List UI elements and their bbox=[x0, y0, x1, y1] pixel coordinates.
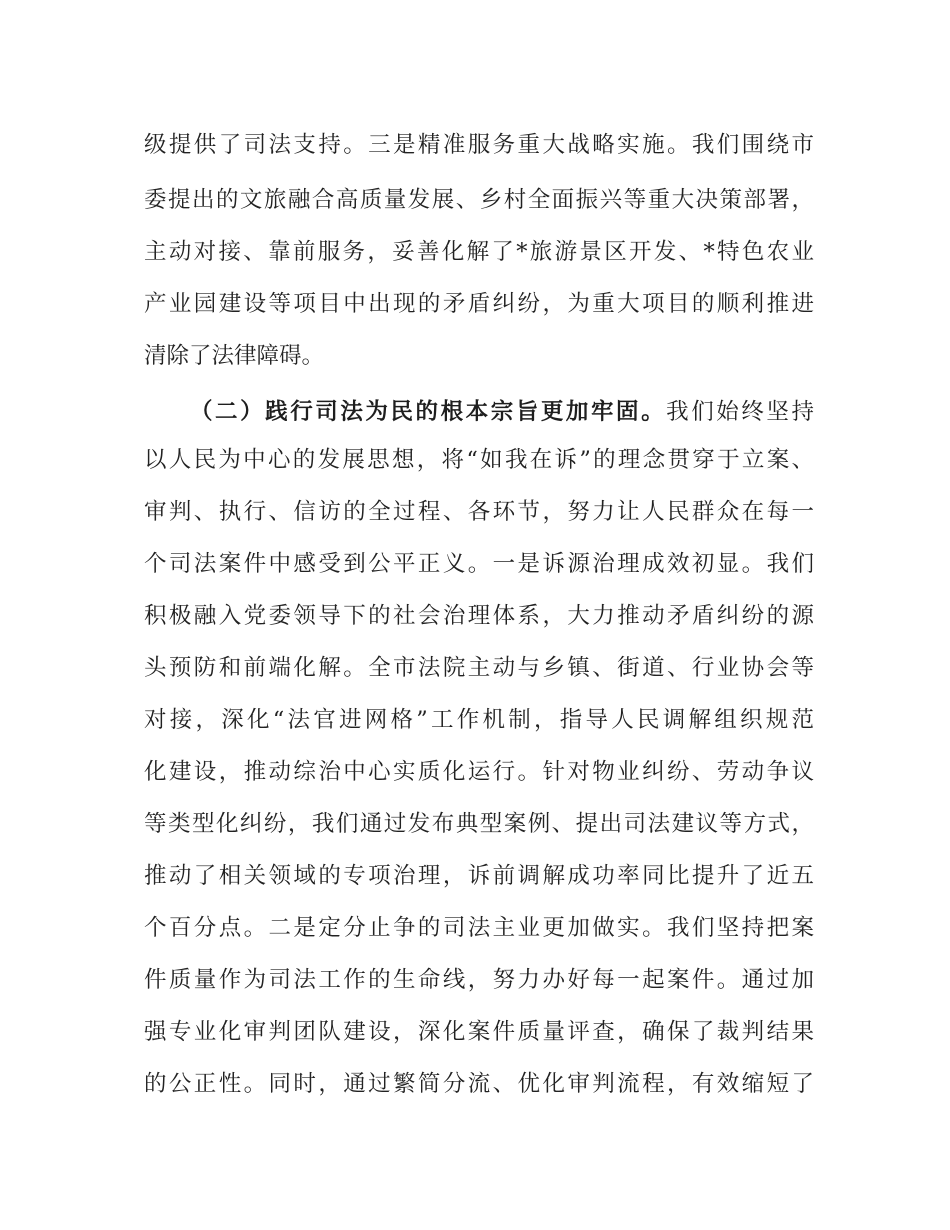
text-line: 推动了相关领域的专项治理，诉前调解成功率同比提升了近五 bbox=[144, 863, 814, 889]
text-line: 强专业化审判团队建设，深化案件质量评查，确保了裁判结果 bbox=[144, 1019, 814, 1045]
text-line: 以人民为中心的发展思想，将“如我在诉”的理念贯穿于立案、 bbox=[144, 447, 814, 473]
text-line: 个司法案件中感受到公平正义。一是诉源治理成效初显。我们 bbox=[144, 551, 814, 577]
text-line: 产业园建设等项目中出现的矛盾纠纷，为重大项目的顺利推进 bbox=[144, 291, 814, 317]
text-line: 清除了法律障碍。 bbox=[144, 343, 325, 369]
text-line: 委提出的文旅融合高质量发展、乡村全面振兴等重大决策部署， bbox=[144, 187, 814, 213]
section-heading: （二）践行司法为民的根本宗旨更加牢固。 bbox=[190, 399, 667, 425]
text-line: 审判、执行、信访的全过程、各环节，努力让人民群众在每一 bbox=[144, 499, 814, 525]
text-line: 件质量作为司法工作的生命线，努力办好每一起案件。通过加 bbox=[144, 967, 814, 993]
text-line: 头预防和前端化解。全市法院主动与乡镇、街道、行业协会等 bbox=[144, 655, 814, 681]
text-line: 级提供了司法支持。三是精准服务重大战略实施。我们围绕市 bbox=[144, 132, 814, 158]
text-line: 化建设，推动综治中心实质化运行。针对物业纠纷、劳动争议 bbox=[144, 759, 814, 785]
text-line: 的公正性。同时，通过繁简分流、优化审判流程，有效缩短了 bbox=[144, 1071, 814, 1097]
paragraph-first-line bbox=[190, 392, 814, 432]
text-line: 对接，深化“法官进网格”工作机制，指导人民调解组织规范 bbox=[144, 707, 814, 733]
text-line: 个百分点。二是定分止争的司法主业更加做实。我们坚持把案 bbox=[144, 915, 814, 941]
text-line: 等类型化纠纷，我们通过发布典型案例、提出司法建议等方式， bbox=[144, 811, 814, 837]
heading-continuation: 我们始终坚持 bbox=[666, 399, 814, 425]
text-line: 主动对接、靠前服务，妥善化解了*旅游景区开发、*特色农业 bbox=[144, 239, 814, 265]
text-line: 积极融入党委领导下的社会治理体系，大力推动矛盾纠纷的源 bbox=[144, 603, 814, 629]
